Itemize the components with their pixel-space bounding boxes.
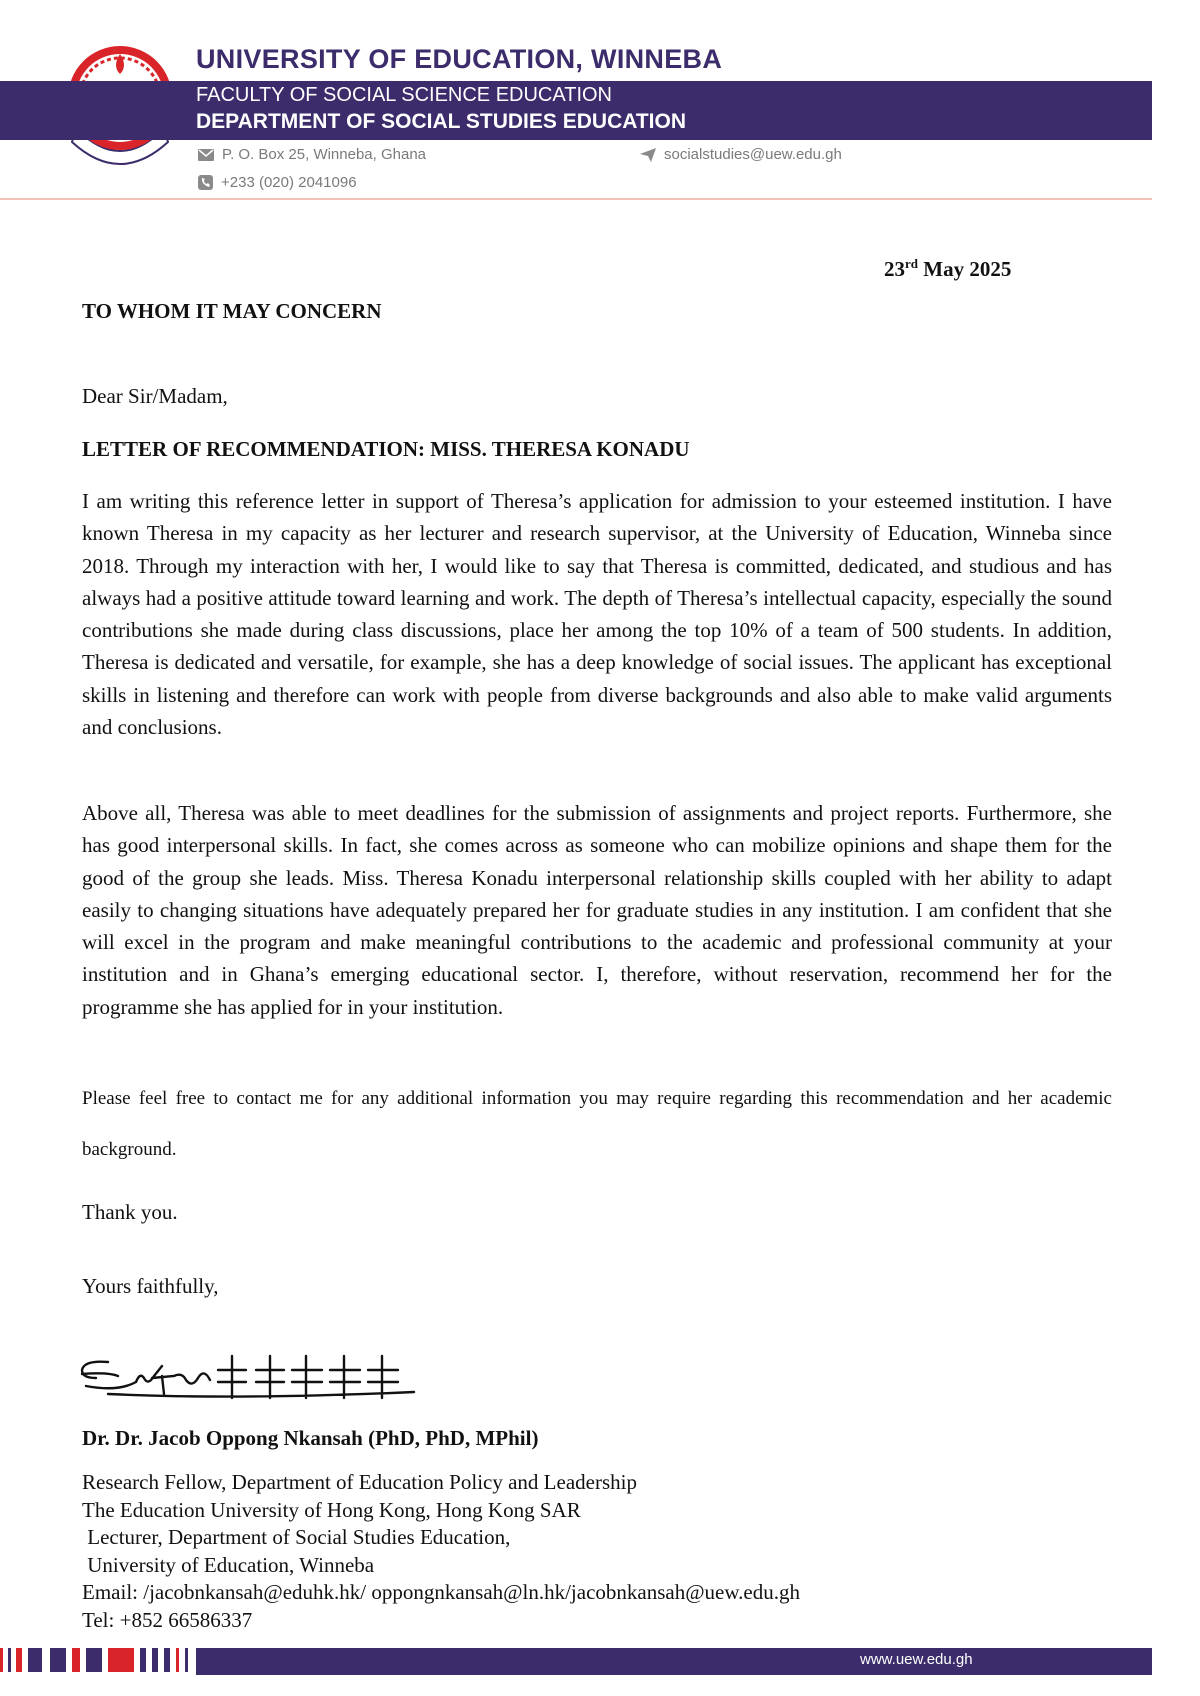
body-paragraph-3: Please feel free to contact me for any additional information you may require regarding this recommendation and her academic background. <box>82 1088 1112 1160</box>
thank-you: Thank you. <box>82 1200 178 1224</box>
salutation: Dear Sir/Madam, <box>82 384 228 408</box>
signatory-tel: Tel: +852 66586337 <box>82 1608 253 1632</box>
university-name: UNIVERSITY OF EDUCATION, WINNEBA <box>196 44 723 74</box>
signatory-title-3: Lecturer, Department of Social Studies Education, <box>82 1525 511 1549</box>
footer-stripes <box>0 1646 195 1674</box>
signatory-title-1: Research Fellow, Department of Education Policy and Leadership <box>82 1470 637 1494</box>
email-text: socialstudies@uew.edu.gh <box>664 146 842 163</box>
letter-subject: LETTER OF RECOMMENDATION: MISS. THERESA KONADU <box>82 437 690 461</box>
signatory-title-2: The Education University of Hong Kong, Hong Kong SAR <box>82 1498 581 1522</box>
date-month-year: May 2025 <box>918 257 1012 281</box>
department-name: DEPARTMENT OF SOCIAL STUDIES EDUCATION <box>196 110 687 133</box>
body-paragraph-2: Above all, Theresa was able to meet deadlines for the submission of assignments and project reports. Furthermore, she has good interpersonal skills. In fact, she comes across as someone who can mobilize opinions and shape them for the good of the group she leads. Miss. Theresa Konadu interpersonal relationship skills coupled with her ability to adapt easily to changing situations have adequately prepared her for graduate studies in any institution. I am confident that she will excel in the program and make meaningful contributions to the academic and professional community at your institution and in Ghana’s emerging educational sector. I, therefore, without reservation, recommend her for the programme she has applied for in your institution. <box>82 801 1112 1019</box>
header-divider <box>0 198 1152 200</box>
closing: Yours faithfully, <box>82 1274 219 1298</box>
date-day: 23 <box>884 257 905 281</box>
signatory-name: Dr. Dr. Jacob Oppong Nkansah (PhD, PhD, MPhil) <box>82 1426 539 1450</box>
signatory-email: Email: /jacobnkansah@eduhk.hk/ oppongnkansah@ln.hk/jacobnkansah@uew.edu.gh <box>82 1580 800 1604</box>
date-suffix: rd <box>905 256 918 271</box>
signatory-title-4: University of Education, Winneba <box>82 1553 375 1577</box>
letter-date <box>884 256 1011 282</box>
mail-icon <box>198 149 214 161</box>
address-text: P. O. Box 25, Winneba, Ghana <box>222 146 427 163</box>
phone-text: +233 (020) 2041096 <box>221 174 357 191</box>
header-email <box>640 146 842 163</box>
footer-band <box>196 1648 1152 1675</box>
handwritten-signature <box>78 1348 418 1400</box>
header-phone <box>198 174 357 191</box>
to-whom-heading: TO WHOM IT MAY CONCERN <box>82 299 382 323</box>
phone-icon <box>198 175 213 190</box>
faculty-name: FACULTY OF SOCIAL SCIENCE EDUCATION <box>196 84 612 106</box>
body-paragraph-1: I am writing this reference letter in support of Theresa’s application for admission to your esteemed institution. I have known Theresa in my capacity as her lecturer and research supervisor, at the University of Education, Winneba since 2018. Through my interaction with her, I would like to say that Theresa is committed, dedicated, and studious and has always had a positive attitude toward learning and work. The depth of Theresa’s intellectual capacity, especially the sound contributions she made during class discussions, place her among the top 10% of a team of 500 students. In addition, Theresa is dedicated and versatile, for example, she has a deep knowledge of social issues. The applicant has exceptional skills in listening and therefore can work with people from diverse backgrounds and also able to make valid arguments and conclusions. <box>82 489 1112 740</box>
footer-website[interactable]: www.uew.edu.gh <box>860 1651 973 1668</box>
send-icon <box>640 148 656 162</box>
header-address <box>198 146 426 163</box>
